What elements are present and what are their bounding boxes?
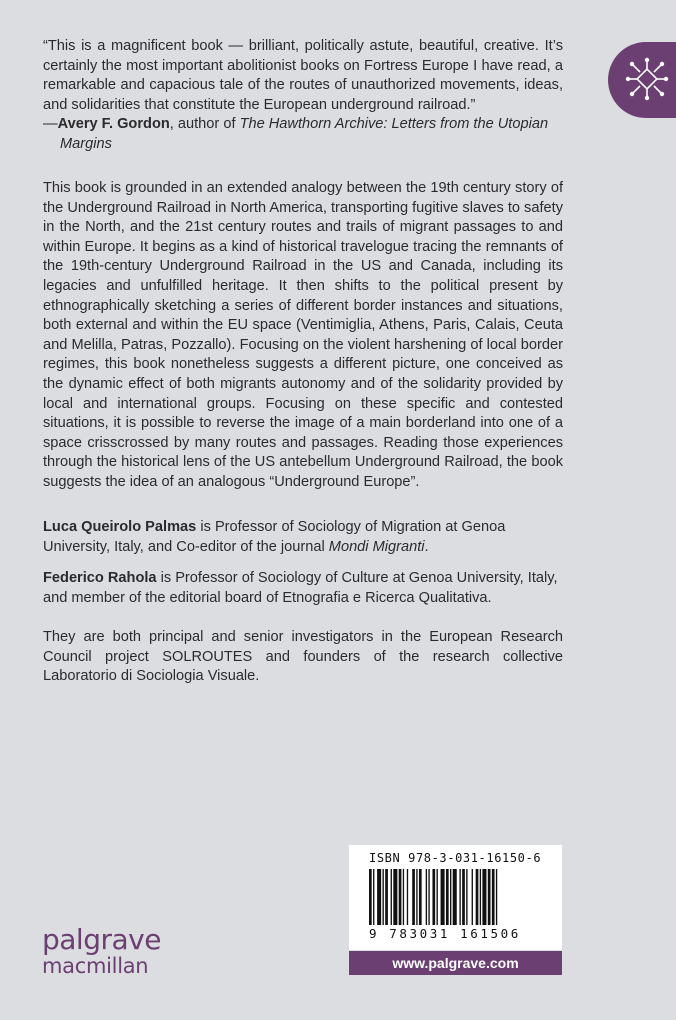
barcode-bar <box>482 869 486 925</box>
barcode-bar <box>416 869 417 925</box>
author-name: Federico Rahola <box>43 570 157 586</box>
barcode-bar <box>373 869 374 925</box>
network-nodes-icon <box>624 56 670 102</box>
barcode-bar <box>391 869 392 925</box>
isbn-label: ISBN 978-3-031-16150-6 <box>369 851 542 865</box>
barcode-bar <box>419 869 422 925</box>
barcode-bar <box>496 869 497 925</box>
barcode-bar <box>403 869 404 925</box>
barcode-bar <box>428 869 429 925</box>
barcode-bar <box>453 869 457 925</box>
quote-author: Avery F. Gordon <box>57 116 170 133</box>
barcode-bar <box>369 869 372 925</box>
barcode-bar <box>412 869 415 925</box>
endorsement-quote <box>43 37 563 155</box>
quote-text: “This is a magnificent book — brilliant, politically astute, beautiful, creative. It’s certainly the most important abolitionist books on Fortress Europe I have read, a remarkable and capacious tale of the routes of unauthorized movements, ideas, and solidarities that constitute the European underground railroad.” <box>43 38 563 113</box>
corner-badge <box>608 42 676 118</box>
barcode-bar <box>377 869 381 925</box>
author-bio-rahola: Federico Rahola is Professor of Sociology of Culture at Genoa University, Italy, and member of the editorial board of Etnografia e Ricerca Qualitativa. <box>43 570 558 606</box>
barcode-bar <box>383 869 384 925</box>
summary-text: This book is grounded in an extended analogy between the 19th century story of the Underground Railroad in North America, transporting fugitive slaves to safety in the North, and the 21st century routes and trails of migrant passages to and within Europe. It begins as a kind of historical travelogue tracing the remnants of the 19th-century Underground Railroad in the US and Canada, including its legacies and unfulfilled heritage. It then shifts to the political present by ethnographically sketching a series of different border instances and situations, both external and within the EU space (Ventimiglia, Athens, Paris, Calais, Ceuta and Melilla, Patras, Pozzallo). Focusing on the violent harshening of local border regimes, this book nonetheless suggests a different picture, one conceived as the dynamic effect of both migrants autonomy and of the solidarity provided by local and international groups. Focusing on these specific and contested situations, it is possible to reverse the image of a main borderland into one of a space crisscrossed by many routes and passages. Reading those experiences through the historical lens of the US antebellum Underground Railroad, the book suggests the idea of an analogous “Underground Europe”. <box>43 180 563 490</box>
barcode-bar <box>399 869 402 925</box>
logo-line1: palgrave <box>42 923 161 956</box>
barcode-bar <box>462 869 465 925</box>
author-name: Luca Queirolo Palmas <box>43 519 197 535</box>
journal-title: Mondi Migranti <box>328 538 425 555</box>
barcode-bar <box>472 869 473 925</box>
barcode-bar <box>492 869 495 925</box>
barcode-bar <box>459 869 460 925</box>
barcode-bar <box>385 869 388 925</box>
author-bio-palmas: Luca Queirolo Palmas is Professor of Sociology of Migration at Genoa University, Italy, and Co-editor of the journal Mondi Migranti. <box>43 519 506 555</box>
barcode-bar <box>407 869 408 925</box>
barcode-bar <box>446 869 449 925</box>
barcode-bar <box>450 869 451 925</box>
barcode-bar <box>476 869 479 925</box>
quote-book-title-cont: Margins <box>60 135 112 152</box>
barcode-bar <box>393 869 397 925</box>
barcode-bar <box>432 869 435 925</box>
barcode-bar <box>426 869 427 925</box>
palgrave-macmillan-logo <box>42 923 161 978</box>
barcode-bars <box>369 869 543 925</box>
barcode-bar <box>466 869 467 925</box>
publisher-url[interactable]: www.palgrave.com <box>349 951 562 975</box>
book-summary <box>43 179 563 493</box>
barcode-bar <box>441 869 445 925</box>
barcode-bar <box>437 869 438 925</box>
quote-book-title: The Hawthorn Archive: Letters from the Utopian <box>239 116 549 133</box>
barcode-bar <box>488 869 491 925</box>
logo-line2: macmillan <box>42 954 149 978</box>
barcode-digits: 9 783031 161506 <box>369 926 521 941</box>
barcode-bar <box>480 869 481 925</box>
isbn-barcode <box>349 845 562 950</box>
closing-paragraph: They are both principal and senior investigators in the European Research Council project SOLROUTES and founders of the research collective Laboratorio di Sociologia Visuale. <box>43 629 563 685</box>
quote-attribution: —Avery F. Gordon, author of The Hawthorn Archive: Letters from the Utopian <box>43 116 549 133</box>
